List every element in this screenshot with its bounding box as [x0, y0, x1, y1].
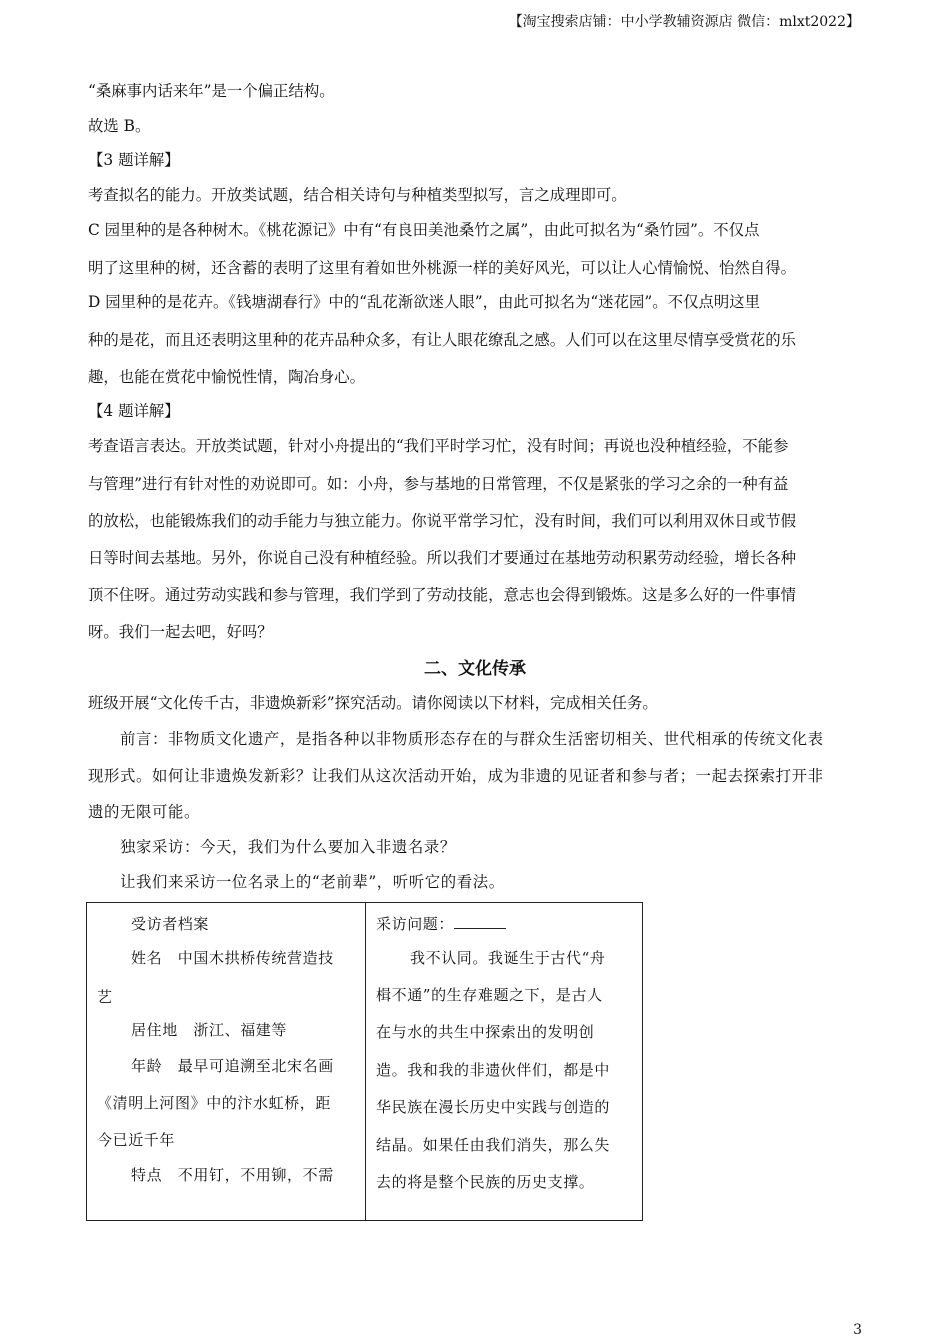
section-subheading: 【4 题详解】 — [88, 402, 180, 420]
preface-line: 现形式。如何让非遗焕发新彩？让我们从这次活动开始，成为非遗的见证者和参与者；一起去探索打开非 — [88, 767, 824, 785]
answer-line: “桑麻事内话来年”是一个偏正结构。 — [88, 82, 335, 100]
answer-line: 趣，也能在赏花中愉悦性情，陶冶身心。 — [88, 368, 366, 386]
answer-text-line: 华民族在漫长历史中实践与创造的 — [376, 1098, 611, 1116]
question-label: 采访问题： — [376, 915, 455, 933]
answer-line: 考查语言表达。开放类试题，针对小舟提出的“我们平时学习忙，没有时间；再说也没种植经验，不能参 — [88, 437, 789, 455]
profile-line: 姓名 中国木拱桥传统营造技 — [131, 949, 334, 967]
answer-line: D 园里种的是花卉。《钱塘湖春行》中的“乱花渐欲迷人眼”，由此可拟名为“迷花园”。不仅点明这里 — [88, 293, 761, 311]
answer-line: 顶不住呀。通过劳动实践和参与管理，我们学到了劳动技能，意志也会得到锻炼。这是多么好的一件事情 — [88, 586, 796, 604]
answer-line: C 园里种的是各种树木。《桃花源记》中有“有良田美池桑竹之属”，由此可拟名为“桑竹园”。不仅点 — [88, 221, 760, 239]
interview-table — [86, 902, 643, 1221]
answer-line: 呀。我们一起去吧，好吗？ — [88, 623, 273, 641]
answer-text-line: 造。我和我的非遗伙伴们，都是中 — [376, 1061, 611, 1079]
table-divider — [365, 903, 366, 1220]
section-title: 二、文化传承 — [424, 659, 526, 679]
answer-text-line: 结晶。如果任由我们消失，那么失 — [376, 1136, 611, 1154]
profile-heading: 受访者档案 — [131, 915, 210, 933]
page-number: 3 — [853, 1322, 862, 1338]
answer-line: 考查拟名的能力。开放类试题，结合相关诗句与种植类型拟写，言之成理即可。 — [88, 186, 627, 204]
answer-text-line: 在与水的共生中探索出的发明创 — [376, 1023, 595, 1041]
interview-line: 独家采访：今天，我们为什么要加入非遗名录？ — [120, 838, 456, 856]
answer-line: 日等时间去基地。另外，你说自己没有种植经验。所以我们才要通过在基地劳动积累劳动经验，增长各种 — [88, 549, 796, 567]
answer-text-line: 我不认同。我诞生于古代“舟 — [410, 949, 606, 967]
answer-line: 明了这里种的树，还含蓄的表明了这里有着如世外桃源一样的美好风光，可以让人心情愉悦、怡然自得。 — [88, 259, 796, 277]
answer-line: 种的是花，而且还表明这里种的花卉品种众多，有让人眼花缭乱之感。人们可以在这里尽情享受赏花的乐 — [88, 331, 796, 349]
answer-text-line: 去的将是整个民族的历史支撑。 — [376, 1173, 595, 1191]
profile-line: 今已近千年 — [97, 1131, 176, 1149]
profile-line: 特点 不用钉，不用铆，不需 — [131, 1166, 334, 1184]
profile-line: 居住地 浙江、福建等 — [131, 1021, 288, 1039]
answer-line: 与管理”进行有针对性的劝说即可。如：小舟，参与基地的日常管理，不仅是紧张的学习之余的一种有益 — [88, 475, 789, 493]
profile-line: 年龄 最早可追溯至北宋名画 — [131, 1057, 334, 1075]
section-intro: 班级开展“文化传千古，非遗焕新彩”探究活动。请你阅读以下材料，完成相关任务。 — [88, 694, 658, 712]
answer-text-line: 楫不通”的生存难题之下，是古人 — [376, 986, 603, 1004]
section-subheading: 【3 题详解】 — [88, 151, 180, 169]
profile-line: 《清明上河图》中的汴水虹桥，距 — [97, 1094, 332, 1112]
preface-line: 遗的无限可能。 — [88, 803, 200, 821]
interview-question — [376, 914, 506, 934]
visit-line: 让我们来采访一位名录上的“老前辈”，听听它的看法。 — [120, 873, 505, 891]
answer-blank — [454, 914, 506, 929]
preface-line: 前言：非物质文化遗产，是指各种以非物质形态存在的与群众生活密切相关、世代相承的传统文化表 — [120, 730, 824, 748]
answer-line: 的放松，也能锻炼我们的动手能力与独立能力。你说平常学习忙，没有时间，我们可以利用双休日或节假 — [88, 512, 796, 530]
answer-line: 故选 B。 — [88, 117, 151, 135]
profile-line: 艺 — [97, 988, 113, 1006]
page-header: 【淘宝搜索店铺：中小学教辅资源店 微信：mlxt2022】 — [508, 14, 860, 30]
